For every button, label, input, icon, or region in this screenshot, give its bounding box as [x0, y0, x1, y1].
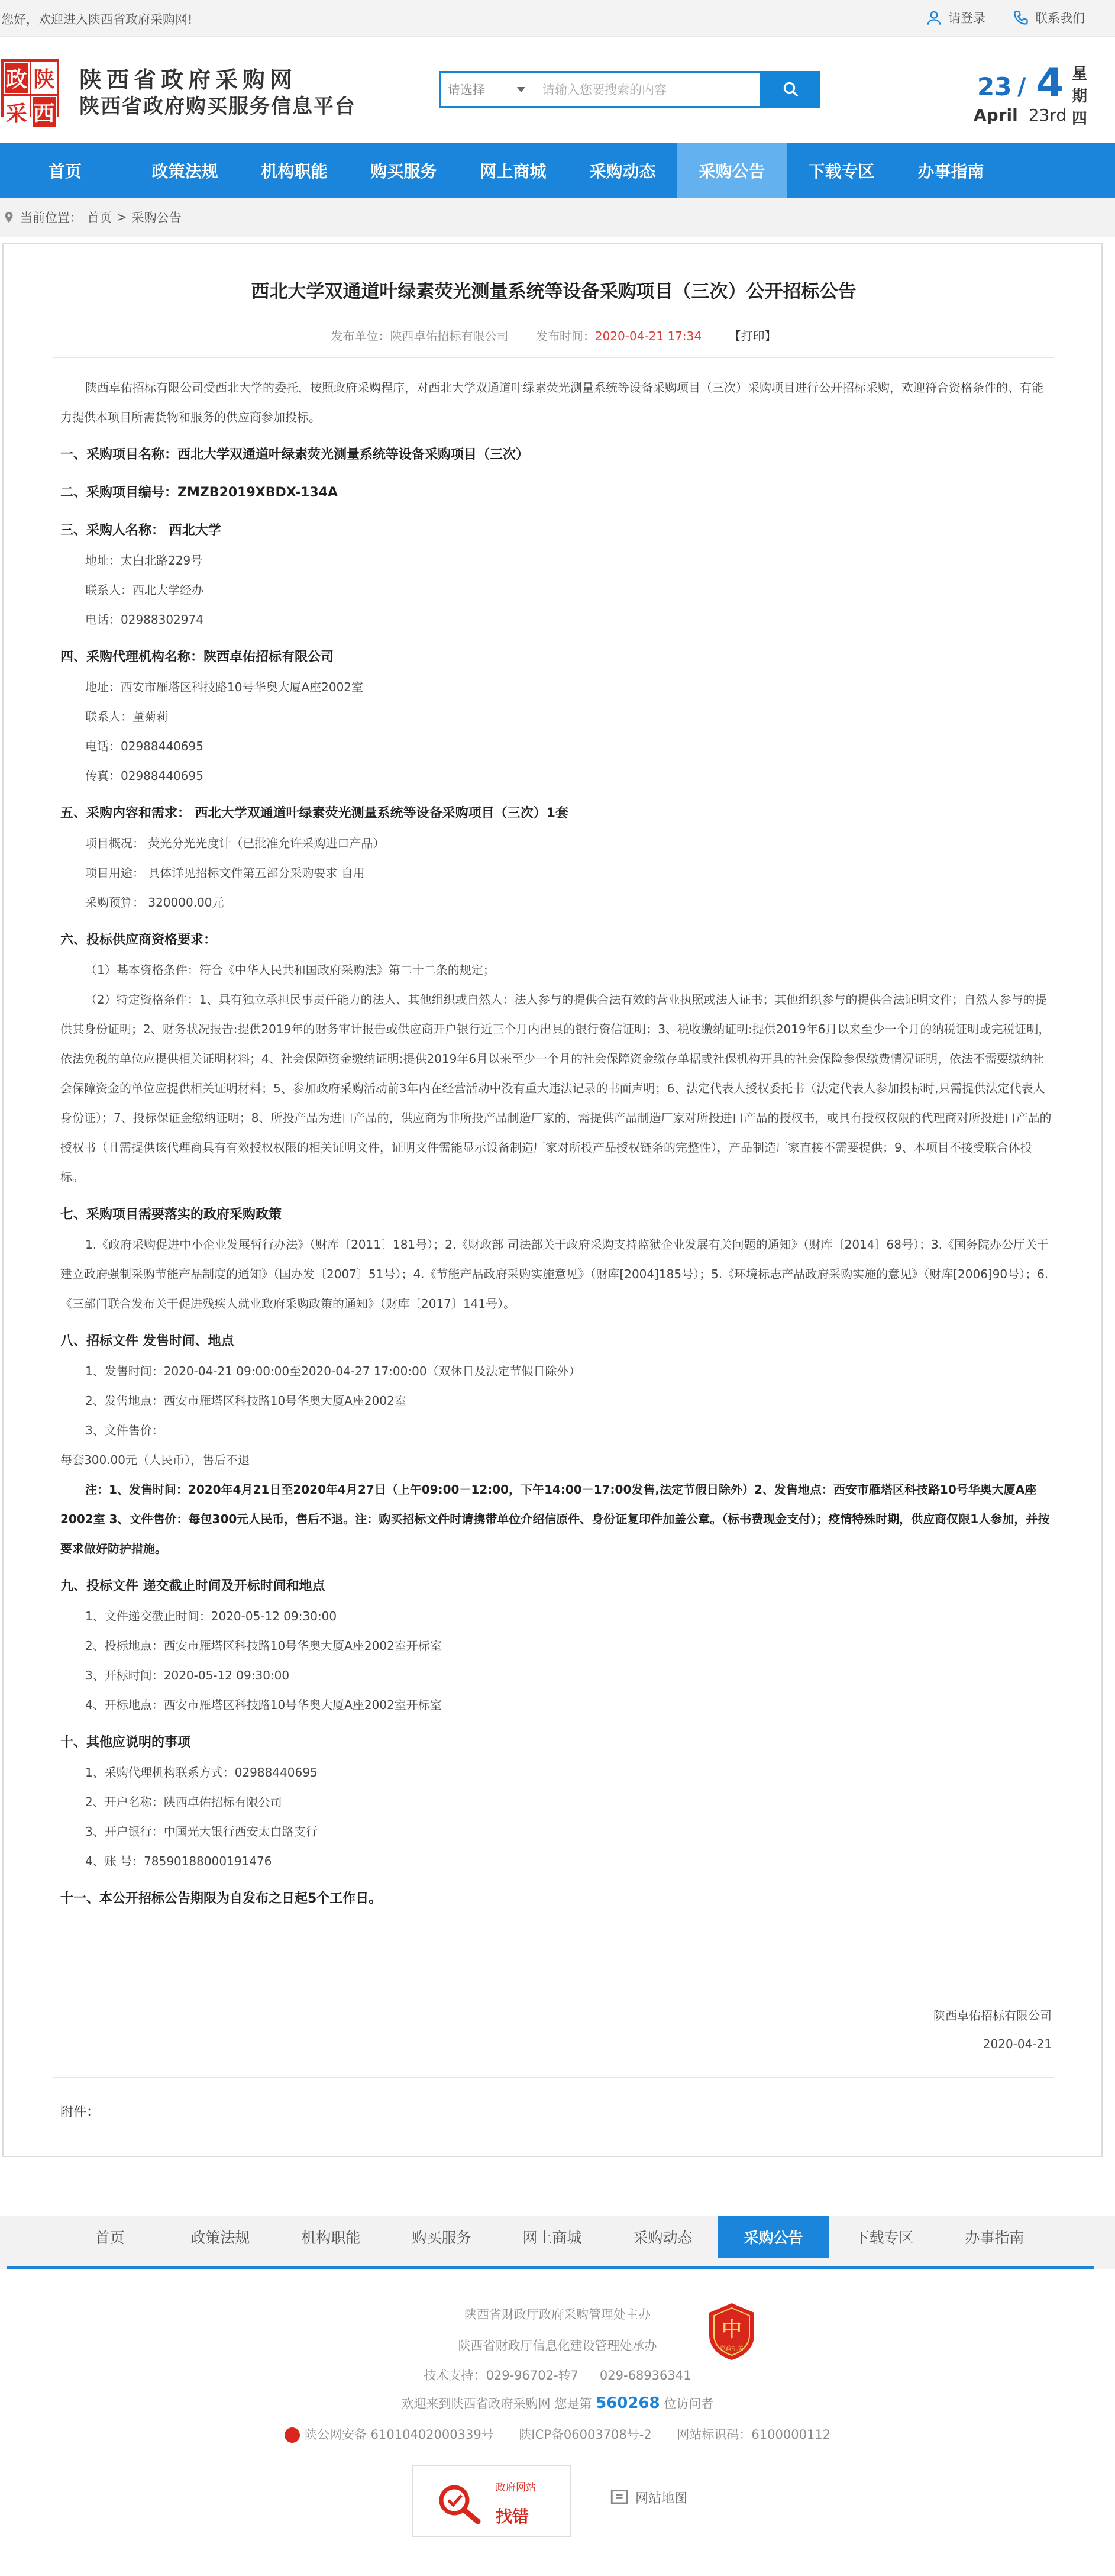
- seal-char: 陕: [31, 62, 57, 94]
- error-report-title: 找错: [496, 2507, 529, 2526]
- footer-nav-home[interactable]: 首页: [95, 2229, 125, 2246]
- sitemap-label: 网站地图: [635, 2491, 688, 2506]
- site-name: 陕西省政府采购网: [79, 67, 298, 93]
- footer-nav: [0, 2216, 1115, 2269]
- top-bar: [0, 0, 1115, 37]
- agency-phone: 电话：02988440695: [85, 739, 203, 753]
- footer-support: [0, 2366, 1115, 2384]
- footer-nav-procurement-news[interactable]: 采购动态: [633, 2229, 693, 2246]
- login-label: 请登录: [948, 11, 985, 25]
- print-button[interactable]: 【打印】: [729, 329, 777, 343]
- opening-place: 4、开标地点：西安市雁塔区科技路10号华奥大厦A座2002室开标室: [85, 1698, 442, 1712]
- account-bank: 3、开户银行：中国光大银行西安太白路支行: [85, 1824, 318, 1839]
- location-pin-icon: [2, 211, 15, 224]
- footer-nav-downloads[interactable]: 下载专区: [854, 2229, 914, 2246]
- visitor-prefix: 欢迎来到陕西省政府采购网 您是第: [401, 2397, 592, 2411]
- footer-nav-institutions[interactable]: 机构职能: [301, 2229, 361, 2246]
- opening-time: 3、开标时间：2020-05-12 09:30:00: [85, 1668, 290, 1682]
- gov-site-error-report[interactable]: [412, 2465, 571, 2537]
- support-label: 技术支持：: [424, 2368, 486, 2382]
- police-badge-icon: [285, 2427, 300, 2443]
- search-category-select[interactable]: [439, 71, 534, 108]
- sale-note: 注：1、发售时间：2020年4月21日至2020年4月27日（上午09:00－12:00，下午14:00－17:00发售,法定节假日除外）2、发售地点：西安市雁塔区科技路10号华奥大厦A座2002室 3、文件售价：每包300元人民币，售后不退。注：购买招标文件时请携带单位介绍信原件、身份证复印件加盖公章。（标书费现金支付）；疫情特殊时期，供应商仅限1人参加，并按要求做好防护措施。: [60, 1482, 1050, 1556]
- article-publisher: 发布单位：陕西卓佑招标有限公司: [331, 329, 509, 343]
- project-budget: 采购预算： 320000.00元: [85, 895, 224, 910]
- article-meta: [4, 327, 1104, 344]
- article-intro: 陕西卓佑招标有限公司受西北大学的委托，按照政府采购程序，对西北大学双通道叶绿素荧光测量系统等设备采购项目（三次）采购项目进行公开招标采购，欢迎符合资格条件的、有能力提供本项目所需货物和服务的供应商参加投标。: [60, 381, 1043, 424]
- article-title: 西北大学双通道叶绿素荧光测量系统等设备采购项目（三次）公开招标公告: [251, 281, 857, 302]
- weekday: 星期四: [1072, 65, 1088, 128]
- seal-char: 西: [31, 96, 57, 128]
- section-heading: 五、采购内容和需求： 西北大学双通道叶绿素荧光测量系统等设备采购项目（三次）1套: [60, 806, 568, 821]
- date-english: [974, 105, 1066, 125]
- sale-price-label: 3、文件售价：: [85, 1423, 164, 1437]
- breadcrumb-separator: >: [117, 210, 127, 224]
- section-heading: 十、其他应说明的事项: [60, 1735, 191, 1750]
- project-use: 项目用途： 具体详见招标文件第五部分采购要求 自用: [85, 866, 365, 880]
- search-icon: [782, 80, 800, 98]
- agency-contact: 联系人：董菊莉: [85, 710, 168, 724]
- nav-home[interactable]: 首页: [48, 162, 82, 181]
- error-report-label: 政府网站: [496, 2482, 536, 2494]
- article-time: [536, 329, 702, 343]
- contact-label: 联系我们: [1035, 11, 1085, 25]
- purchaser-contact: 联系人：西北大学经办: [85, 583, 203, 597]
- basic-qualification: （1）基本资格条件：符合《中华人民共和国政府采购法》第二十二条的规定；: [85, 963, 495, 977]
- policy-text: 1.《政府采购促进中小企业发展暂行办法》（财库〔2011〕181号）；2.《财政部 司法部关于政府采购支持监狱企业发展有关问题的通知》（财库〔2014〕68号）；3.《国务院办公厅关于建立政府强制采购节能产品制度的通知》（国办发〔2007〕51号）；4.《节能产品政府采购实施意见》（财库[2004]185号）；5.《环境标志产品政府采购实施的意见》（财库[2006]90号）；6.《三部门联合发布关于促进残疾人就业政府采购政策的通知》（财库〔2017〕141号）。: [60, 1237, 1049, 1311]
- search-category-label: 请选择: [448, 83, 485, 97]
- footer-host: 陕西省财政厅政府采购管理处主办: [464, 2307, 651, 2322]
- visitor-count: 560268: [596, 2394, 660, 2412]
- search-bar: [439, 71, 820, 108]
- section-heading: 六、投标供应商资格要求：: [60, 933, 217, 947]
- special-qualification: （2）特定资格条件：1、具有独立承担民事责任能力的法人、其他组织或自然人：法人参与的提供合法有效的营业执照或法人证书；其他组织参与的提供合法证明文件；自然人参与的提供其身份证明；2、财务状况报告:提供2019年的财务审计报告或供应商开户银行近三个月内出具的银行资信证明；3、税收缴纳证明:提供2019年6月以来至少一个月的纳税证明或完税证明，依法免税的单位应提供相关证明材料；4、社会保障资金缴纳证明:提供2019年6月以来至少一个月的社会保障资金缴存单据或社保机构开具的社会保险参保缴费情况证明，依法不需要缴纳社会保障资金的单位应提供相关证明材料；5、参加政府采购活动前3年内在经营活动中没有重大违法记录的书面声明；6、法定代表人授权委托书（法定代表人参加投标时,只需提供法定代表人身份证）；7、投标保证金缴纳证明；8、所投产品为进口产品的，供应商为非所投产品制造厂家的，需提供产品制造厂家对所投进口产品的授权书，或具有授权权限的代理商对所投进口产品的授权书（且需提供该代理商具有有效授权权限的相关证明文件，证明文件需能显示设备制造厂家对所投产品授权链条的完整性），产品制造厂家直接不需要提供；9、本项目不接受联合体投标。: [60, 992, 1052, 1184]
- nav-purchase-services[interactable]: 购买服务: [370, 162, 437, 181]
- support-phone-1: 029-96702-转7: [486, 2368, 578, 2382]
- sale-time: 1、发售时间：2020-04-21 09:00:00至2020-04-27 17:00:00（双休日及法定节假日除外）: [85, 1364, 581, 1378]
- search-button[interactable]: [761, 71, 820, 108]
- signature-company: 陕西卓佑招标有限公司: [933, 2008, 1052, 2023]
- support-phone-2: 029-68936341: [599, 2368, 691, 2382]
- beian-icp[interactable]: 陕ICP备06003708号-2: [519, 2427, 652, 2442]
- date-slash: /: [1017, 73, 1026, 101]
- date-month: 4: [1036, 60, 1064, 106]
- date-day: 23: [977, 72, 1012, 101]
- contact-link[interactable]: [1013, 9, 1085, 27]
- attachment-label: 附件：: [60, 2105, 100, 2120]
- login-link[interactable]: [926, 9, 985, 27]
- footer-nav-procurement-notices[interactable]: 采购公告: [718, 2216, 829, 2258]
- agency-fax: 传真：02988440695: [85, 769, 203, 783]
- section-heading: 二、采购项目编号：ZMZB2019XBDX-134A: [60, 485, 338, 500]
- nav-policy[interactable]: 政策法规: [151, 162, 218, 181]
- site-logo-seal[interactable]: [1, 59, 59, 126]
- magnifier-icon: [434, 2482, 489, 2524]
- nav-procurement-notices[interactable]: 采购公告: [677, 143, 787, 198]
- site-subtitle: 陕西省政府购买服务信息平台: [79, 95, 356, 118]
- agency-phone-other: 1、采购代理机构联系方式：02988440695: [85, 1765, 318, 1779]
- footer-nav-guide[interactable]: 办事指南: [965, 2229, 1024, 2246]
- nav-downloads[interactable]: 下载专区: [808, 162, 875, 181]
- signature-date: 2020-04-21: [983, 2037, 1052, 2051]
- bid-place: 2、投标地点：西安市雁塔区科技路10号华奥大厦A座2002室开标室: [85, 1639, 442, 1653]
- footer-nav-purchase-services[interactable]: 购买服务: [412, 2229, 471, 2246]
- nav-online-mall[interactable]: 网上商城: [480, 162, 547, 181]
- party-government-badge-icon[interactable]: [707, 2302, 757, 2361]
- sale-price: 每套300.00元（人民币），售后不退: [60, 1453, 250, 1467]
- sale-place: 2、发售地点：西安市雁塔区科技路10号华奥大厦A座2002室: [85, 1394, 406, 1408]
- search-input[interactable]: 请输入您要搜索的内容: [534, 71, 761, 108]
- section-heading: 九、投标文件 递交截止时间及开标时间和地点: [60, 1579, 325, 1594]
- breadcrumb-label: 当前位置：: [20, 211, 82, 225]
- breadcrumb-home[interactable]: 首页: [87, 211, 112, 225]
- nav-procurement-news[interactable]: 采购动态: [589, 162, 656, 181]
- agency-address: 地址：西安市雁塔区科技路10号华奥大厦A座2002室: [85, 680, 364, 694]
- footer-beian: [0, 2425, 1115, 2443]
- sitemap-link[interactable]: [609, 2487, 687, 2507]
- section-heading: 十一、本公开招标公告期限为自发布之日起5个工作日。: [60, 1891, 382, 1906]
- divider: [53, 357, 1054, 358]
- footer-nav-policy[interactable]: 政策法规: [190, 2229, 250, 2246]
- account-number: 4、账 号：78590188000191476: [85, 1854, 272, 1868]
- visitor-suffix: 位访问者: [664, 2397, 714, 2411]
- beian-police[interactable]: 陕公网安备 61010402000339号: [304, 2427, 494, 2442]
- date-widget: [970, 60, 1112, 131]
- footer-nav-online-mall[interactable]: 网上商城: [522, 2229, 582, 2246]
- article-body: [60, 373, 1054, 1914]
- footer-visitors: [0, 2394, 1115, 2412]
- site-identifier: 网站标识码：6100000112: [677, 2427, 831, 2442]
- footer-divider: [7, 2266, 1094, 2269]
- section-heading: 八、招标文件 发售时间、地点: [60, 1334, 234, 1349]
- footer-maintainer: 陕西省财政厅信息化建设管理处承办: [458, 2339, 657, 2353]
- purchaser-address: 地址：太白北路229号: [85, 553, 203, 568]
- main-nav: [0, 143, 1115, 198]
- section-heading: 三、采购人名称： 西北大学: [60, 523, 221, 538]
- project-overview: 项目概况： 荧光分光光度计（已批准允许采购进口产品）: [85, 836, 385, 850]
- breadcrumb: [0, 198, 1115, 237]
- nav-institutions[interactable]: 机构职能: [261, 162, 328, 181]
- article-time-value: 2020-04-21 17:34: [594, 329, 702, 343]
- purchaser-phone: 电话：02988302974: [85, 612, 203, 627]
- user-icon: [926, 9, 942, 26]
- svg-text:中: 中: [722, 2318, 742, 2342]
- seal-char: 政: [4, 62, 30, 94]
- site-header: [0, 37, 1115, 143]
- caret-down-icon: [517, 87, 525, 92]
- article-card: [2, 243, 1103, 2157]
- nav-guide[interactable]: 办事指南: [917, 162, 984, 181]
- bid-deadline: 1、文件递交截止时间：2020-05-12 09:30:00: [85, 1609, 337, 1623]
- section-heading: 一、采购项目名称：西北大学双通道叶绿素荧光测量系统等设备采购项目（三次）: [60, 447, 529, 462]
- badge-label: 党政机关: [720, 2346, 744, 2352]
- divider: [53, 2077, 1054, 2078]
- breadcrumb-current[interactable]: 采购公告: [131, 211, 182, 225]
- seal-char: 采: [4, 96, 30, 128]
- date-en-day: 23rd: [1028, 105, 1067, 125]
- welcome-text: 您好，欢迎进入陕西省政府采购网!: [1, 12, 193, 27]
- section-heading: 四、采购代理机构名称：陕西卓佑招标有限公司: [60, 650, 334, 665]
- article-time-label: 发布时间：: [535, 329, 595, 343]
- account-name: 2、开户名称：陕西卓佑招标有限公司: [85, 1795, 282, 1809]
- phone-icon: [1013, 9, 1029, 26]
- date-en-month: April: [974, 105, 1018, 125]
- section-heading: 七、采购项目需要落实的政府采购政策: [60, 1207, 282, 1222]
- sitemap-icon: [609, 2487, 629, 2507]
